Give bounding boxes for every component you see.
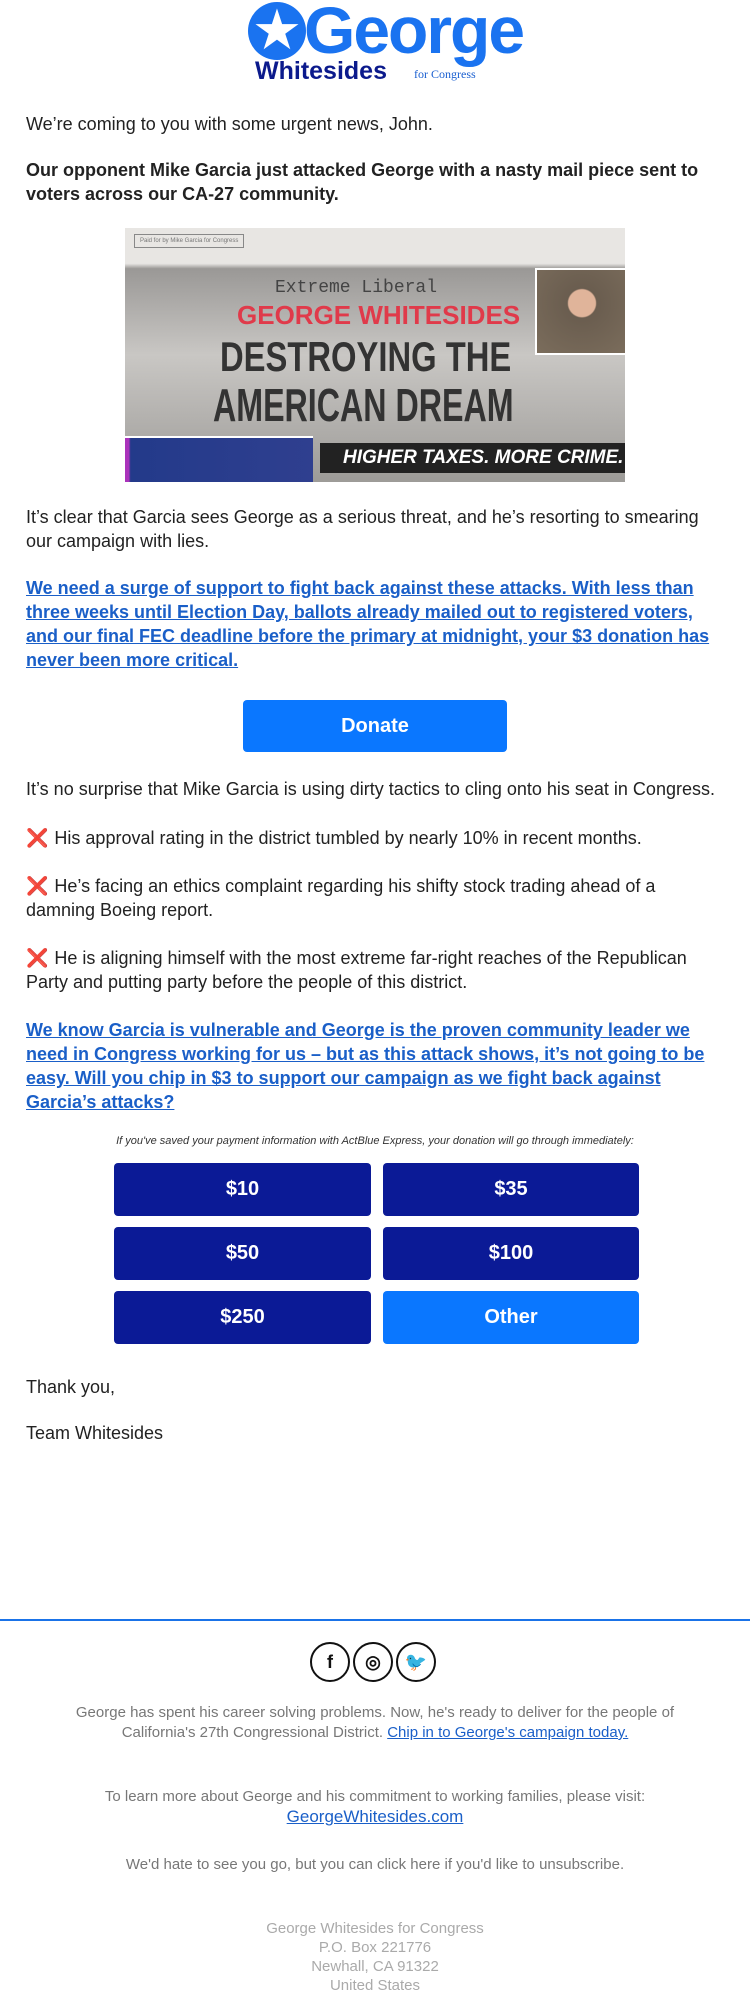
donate-link-2[interactable]: We know Garcia is vulnerable and George is the proven community leader we need in Congress working for us – but as this attack shows, it’s not going to be easy. Will you chip in $3 to support our campaign as we fight back against Garcia’s attacks? (26, 1020, 705, 1112)
mailer-photo-george (535, 268, 625, 355)
instagram-icon[interactable]: ◎ (353, 1642, 393, 1682)
x-mark-icon: ❌ (26, 948, 49, 968)
footer-learn-more: To learn more about George and his commitment to working families, please visit: GeorgeWhitesides.com (104, 1788, 646, 1826)
twitter-icon[interactable]: 🐦 (396, 1642, 436, 1682)
social-links (310, 1642, 436, 1682)
footer-about: George has spent his career solving problems. Now, he's ready to deliver for the people of California's 27th Congressional District. Chip in to George's campaign today. (75, 1704, 675, 1741)
mailer-line5: HIGHER TAXES. MORE CRIME. (343, 447, 624, 468)
logo-subname: Whitesides (255, 57, 387, 85)
donate-10-button[interactable]: $10 (114, 1163, 371, 1216)
logo-tagline: for Congress (414, 67, 476, 81)
x-mark-icon: ❌ (26, 876, 49, 896)
mailer-line3: DESTROYING THE (220, 333, 512, 380)
attack-mailer-image (125, 228, 625, 482)
donate-link-1[interactable]: We need a surge of support to fight back against these attacks. With less than three weeks until Election Day, ballots already mailed out to registered voters, and our final FEC deadline before the primary at midnight, your $3 donation has never been more critical. (26, 578, 710, 670)
mailing-address: George Whitesides for Congress P.O. Box 221776 Newhall, CA 91322 United States (266, 1920, 484, 1994)
signature: Team Whitesides (26, 1423, 164, 1443)
paragraph-dirty-tactics: It’s no surprise that Mike Garcia is using dirty tactics to cling onto his seat in Congress. (26, 779, 715, 799)
donate-35-button[interactable]: $35 (383, 1163, 639, 1216)
donate-other-button[interactable]: Other (383, 1291, 639, 1344)
footer-divider (0, 1619, 750, 1621)
facebook-icon[interactable]: f (310, 1642, 350, 1682)
chip-in-link[interactable]: Chip in to George's campaign today. (387, 1724, 629, 1741)
mailer-paid-for: Paid for by Mike Garcia for Congress (134, 234, 244, 248)
donate-button[interactable]: Donate (243, 700, 507, 752)
bullet-item: ❌ His approval rating in the district tumbled by nearly 10% in recent months. (26, 828, 642, 848)
mailer-line4: AMERICAN DREAM (213, 379, 514, 431)
closing: Thank you, (26, 1377, 116, 1397)
donate-250-button[interactable]: $250 (114, 1291, 371, 1344)
campaign-logo (248, 0, 524, 85)
actblue-express-note: If you've saved your payment information with ActBlue Express, your donation will go through immediately: (116, 1135, 634, 1147)
paragraph-threat: It’s clear that Garcia sees George as a serious threat, and he’s resorting to smearing our campaign with lies. (26, 507, 699, 551)
unsubscribe-text[interactable]: We'd hate to see you go, but you can click here if you'd like to unsubscribe. (125, 1856, 625, 1873)
bold-intro: Our opponent Mike Garcia just attacked George with a nasty mail piece sent to voters across our CA-27 community. (26, 160, 699, 204)
website-link[interactable]: GeorgeWhitesides.com (286, 1807, 464, 1826)
bullet-item: ❌ He’s facing an ethics complaint regarding his shifty stock trading ahead of a damning Boeing report. (26, 876, 656, 920)
donate-50-button[interactable]: $50 (114, 1227, 371, 1280)
mailer-photo-group (125, 436, 313, 482)
mailer-line2: GEORGE WHITESIDES (237, 300, 521, 330)
x-mark-icon: ❌ (26, 828, 49, 848)
star-icon: ★ (248, 2, 306, 60)
bullet-item: ❌ He is aligning himself with the most extreme far-right reaches of the Republican Party and putting party before the people of this district. (26, 948, 687, 992)
logo-name: George (304, 0, 524, 67)
intro-text: We’re coming to you with some urgent news, John. (26, 114, 433, 134)
mailer-line1: Extreme Liberal (275, 278, 438, 298)
donate-100-button[interactable]: $100 (383, 1227, 639, 1280)
